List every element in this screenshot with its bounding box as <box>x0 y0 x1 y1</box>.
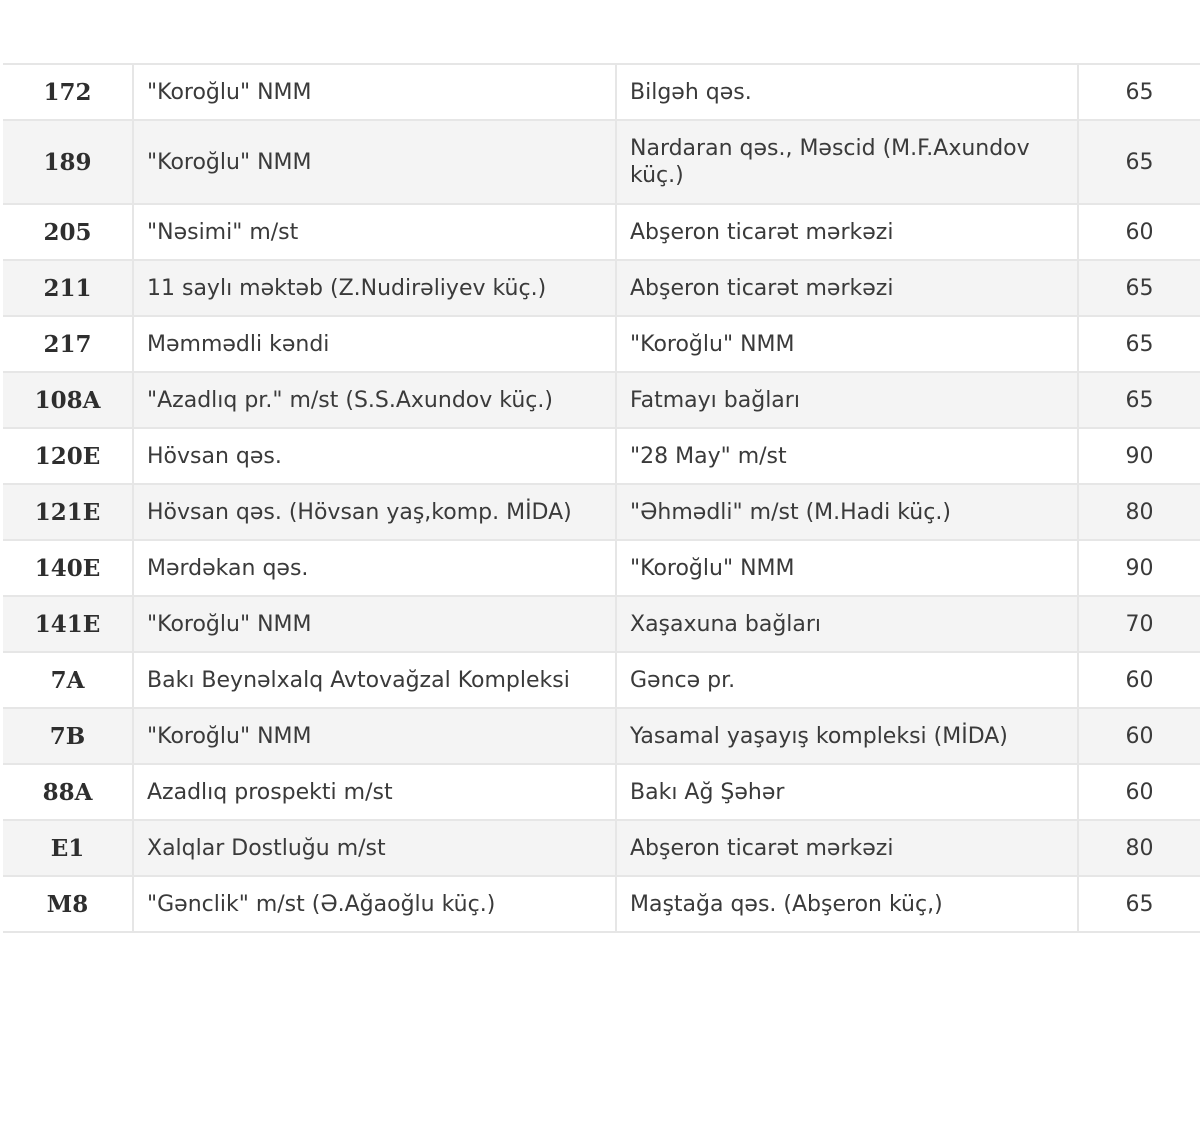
route-number: 140E <box>3 540 133 596</box>
route-number: 205 <box>3 204 133 260</box>
route-fare: 65 <box>1078 876 1200 932</box>
table-row <box>3 652 1200 708</box>
route-destination: Fatmayı bağları <box>616 372 1078 428</box>
route-fare: 60 <box>1078 708 1200 764</box>
route-fare: 65 <box>1078 260 1200 316</box>
route-number: 7B <box>3 708 133 764</box>
route-destination: "28 May" m/st <box>616 428 1078 484</box>
table-row <box>3 820 1200 876</box>
route-origin: "Nəsimi" m/st <box>133 204 616 260</box>
route-origin: Mərdəkan qəs. <box>133 540 616 596</box>
route-fare: 90 <box>1078 540 1200 596</box>
route-destination: Gəncə pr. <box>616 652 1078 708</box>
route-fare: 60 <box>1078 652 1200 708</box>
route-number: 7A <box>3 652 133 708</box>
route-origin: Məmmədli kəndi <box>133 316 616 372</box>
route-origin: "Koroğlu" NMM <box>133 120 616 204</box>
route-fare: 80 <box>1078 484 1200 540</box>
route-number: 108A <box>3 372 133 428</box>
route-origin: Xalqlar Dostluğu m/st <box>133 820 616 876</box>
route-destination: Maştağa qəs. (Abşeron küç,) <box>616 876 1078 932</box>
route-destination: Xaşaxuna bağları <box>616 596 1078 652</box>
table-row <box>3 204 1200 260</box>
route-number: 120E <box>3 428 133 484</box>
route-number: 172 <box>3 64 133 120</box>
route-fare: 65 <box>1078 372 1200 428</box>
table-row <box>3 708 1200 764</box>
route-origin: Hövsan qəs. <box>133 428 616 484</box>
route-destination: Yasamal yaşayış kompleksi (MİDA) <box>616 708 1078 764</box>
table-row <box>3 428 1200 484</box>
route-destination: Bakı Ağ Şəhər <box>616 764 1078 820</box>
route-fare: 65 <box>1078 64 1200 120</box>
table-row <box>3 372 1200 428</box>
routes-table-container <box>3 63 1200 933</box>
route-number: 121E <box>3 484 133 540</box>
route-fare: 60 <box>1078 204 1200 260</box>
route-origin: "Koroğlu" NMM <box>133 596 616 652</box>
route-fare: 60 <box>1078 764 1200 820</box>
route-origin: Bakı Beynəlxalq Avtovağzal Kompleksi <box>133 652 616 708</box>
route-destination: "Koroğlu" NMM <box>616 316 1078 372</box>
table-row <box>3 876 1200 932</box>
table-row <box>3 540 1200 596</box>
route-destination: Abşeron ticarət mərkəzi <box>616 260 1078 316</box>
route-origin: Hövsan qəs. (Hövsan yaş,komp. MİDA) <box>133 484 616 540</box>
route-origin: "Koroğlu" NMM <box>133 708 616 764</box>
route-destination: "Koroğlu" NMM <box>616 540 1078 596</box>
route-destination: Bilgəh qəs. <box>616 64 1078 120</box>
route-number: 217 <box>3 316 133 372</box>
route-origin: "Koroğlu" NMM <box>133 64 616 120</box>
table-row <box>3 596 1200 652</box>
route-number: 211 <box>3 260 133 316</box>
route-number: 88A <box>3 764 133 820</box>
route-origin: "Gənclik" m/st (Ə.Ağaoğlu küç.) <box>133 876 616 932</box>
route-number: M8 <box>3 876 133 932</box>
route-fare: 70 <box>1078 596 1200 652</box>
route-fare: 90 <box>1078 428 1200 484</box>
route-fare: 80 <box>1078 820 1200 876</box>
table-row <box>3 64 1200 120</box>
route-number: 141E <box>3 596 133 652</box>
route-destination: "Əhmədli" m/st (M.Hadi küç.) <box>616 484 1078 540</box>
table-row <box>3 260 1200 316</box>
route-origin: "Azadlıq pr." m/st (S.S.Axundov küç.) <box>133 372 616 428</box>
route-destination: Abşeron ticarət mərkəzi <box>616 820 1078 876</box>
table-row <box>3 316 1200 372</box>
table-row <box>3 764 1200 820</box>
route-destination: Nardaran qəs., Məscid (M.F.Axundov küç.) <box>616 120 1078 204</box>
route-number: E1 <box>3 820 133 876</box>
table-row <box>3 120 1200 204</box>
table-row <box>3 484 1200 540</box>
route-number: 189 <box>3 120 133 204</box>
routes-table <box>3 63 1200 933</box>
route-fare: 65 <box>1078 316 1200 372</box>
route-fare: 65 <box>1078 120 1200 204</box>
route-destination: Abşeron ticarət mərkəzi <box>616 204 1078 260</box>
route-origin: 11 saylı məktəb (Z.Nudirəliyev küç.) <box>133 260 616 316</box>
route-origin: Azadlıq prospekti m/st <box>133 764 616 820</box>
